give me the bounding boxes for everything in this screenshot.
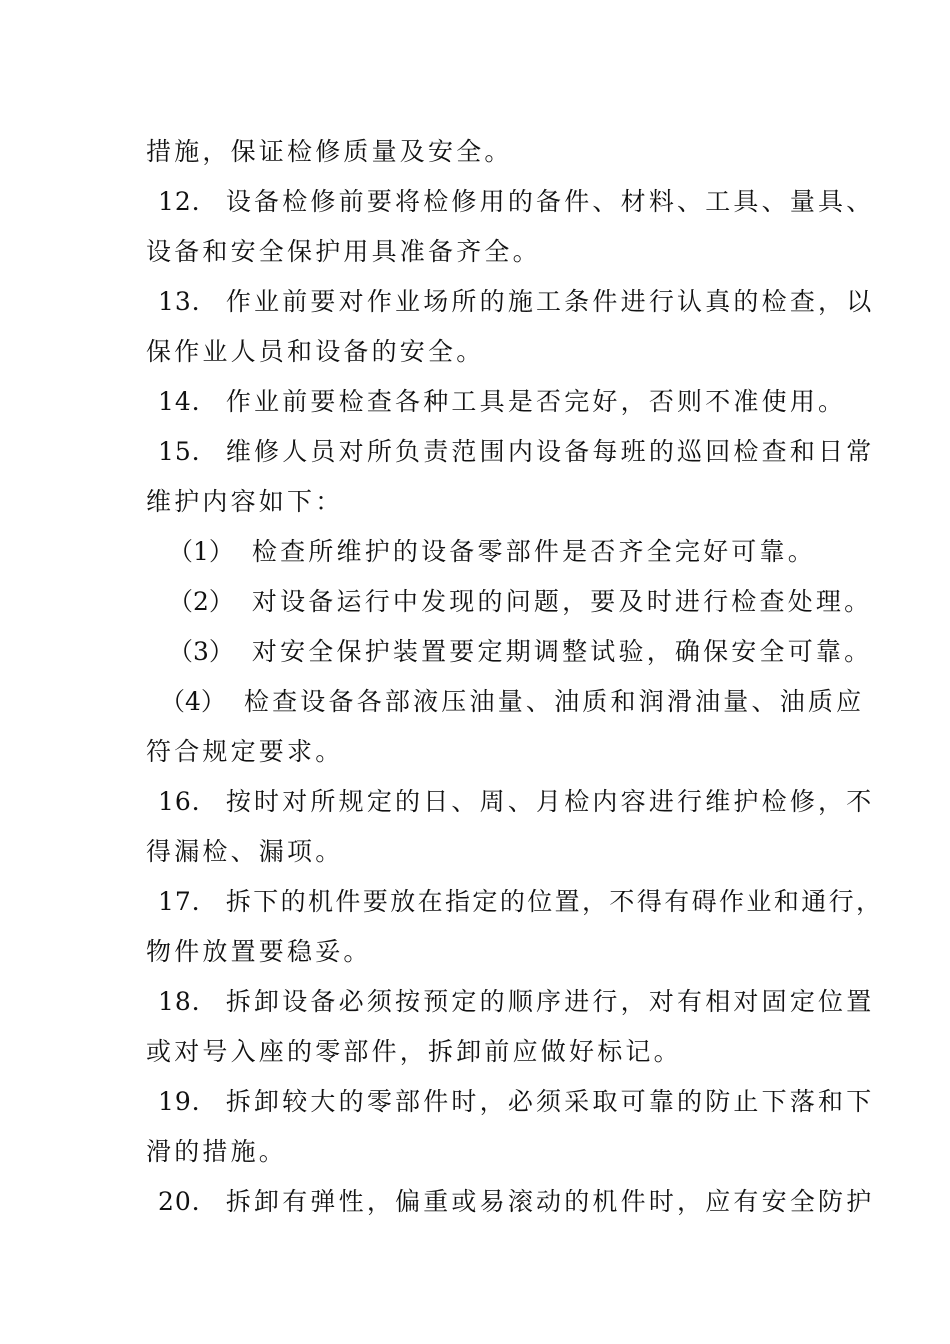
- line-text: 按时对所规定的日、周、月检内容进行维护检修，不: [225, 787, 875, 816]
- text-line: [146, 136, 850, 168]
- text-line: [146, 636, 873, 668]
- item-number: 14．: [158, 387, 218, 416]
- text-line: [146, 586, 873, 618]
- line-text: 滑的措施。: [146, 1137, 288, 1166]
- text-line: [146, 736, 850, 768]
- line-text: 维修人员对所负责范围内设备每班的巡回检查和日常: [225, 437, 875, 466]
- item-number: 19．: [158, 1087, 218, 1116]
- text-line: [146, 836, 850, 868]
- line-text: 物件放置要稳妥。: [146, 937, 372, 966]
- line-text: 检查设备各部液压油量、油质和润滑油量、油质应: [243, 687, 865, 716]
- line-text: 拆卸有弹性，偏重或易滚动的机件时，应有安全防护: [225, 1187, 875, 1216]
- item-number: 12．: [158, 187, 218, 216]
- sub-item-number: （2）: [168, 587, 234, 616]
- item-number: 20．: [158, 1187, 218, 1216]
- line-text: 拆卸较大的零部件时，必须采取可靠的防止下落和下: [225, 1087, 875, 1116]
- line-text: 对设备运行中发现的问题，要及时进行检查处理。: [251, 587, 873, 616]
- text-line: [146, 486, 850, 518]
- line-text: 检查所维护的设备零部件是否齐全完好可靠。: [251, 537, 816, 566]
- line-text: 保作业人员和设备的安全。: [146, 337, 485, 366]
- line-text: 或对号入座的零部件，拆卸前应做好标记。: [146, 1037, 682, 1066]
- line-text: 拆卸设备必须按预定的顺序进行，对有相对固定位置: [225, 987, 875, 1016]
- text-line: [146, 236, 850, 268]
- sub-item-number: （4）: [160, 687, 226, 716]
- line-text: 措施，保证检修质量及安全。: [146, 137, 513, 166]
- text-line: [146, 1136, 850, 1168]
- line-text: 维护内容如下：: [146, 487, 344, 516]
- line-text: 作业前要对作业场所的施工条件进行认真的检查，以: [225, 287, 875, 316]
- item-number: 15．: [158, 437, 218, 466]
- text-line: [146, 1036, 850, 1068]
- text-line: [146, 1086, 875, 1118]
- item-number: 18．: [158, 987, 218, 1016]
- item-number: 17．: [158, 887, 218, 916]
- sub-item-number: （3）: [168, 637, 234, 666]
- line-text: 拆下的机件要放在指定的位置，不得有碍作业和通行，: [225, 887, 884, 916]
- sub-item-number: （1）: [168, 537, 234, 566]
- line-text: 设备和安全保护用具准备齐全。: [146, 237, 541, 266]
- text-line: [146, 686, 865, 718]
- line-text: 设备检修前要将检修用的备件、材料、工具、量具、: [225, 187, 875, 216]
- line-text: 对安全保护装置要定期调整试验，确保安全可靠。: [251, 637, 873, 666]
- line-text: 符合规定要求。: [146, 737, 344, 766]
- text-line: [146, 1186, 875, 1218]
- text-line: [146, 286, 875, 318]
- text-line: [146, 336, 850, 368]
- item-number: 16．: [158, 787, 218, 816]
- line-text: 得漏检、漏项。: [146, 837, 344, 866]
- line-text: 作业前要检查各种工具是否完好，否则不准使用。: [225, 387, 847, 416]
- text-line: [146, 786, 875, 818]
- text-line: [146, 186, 875, 218]
- text-line: [146, 436, 875, 468]
- text-line: [146, 986, 875, 1018]
- text-line: [146, 386, 850, 418]
- text-line: [146, 936, 850, 968]
- text-line: [146, 536, 850, 568]
- item-number: 13．: [158, 287, 218, 316]
- text-line: [146, 886, 884, 918]
